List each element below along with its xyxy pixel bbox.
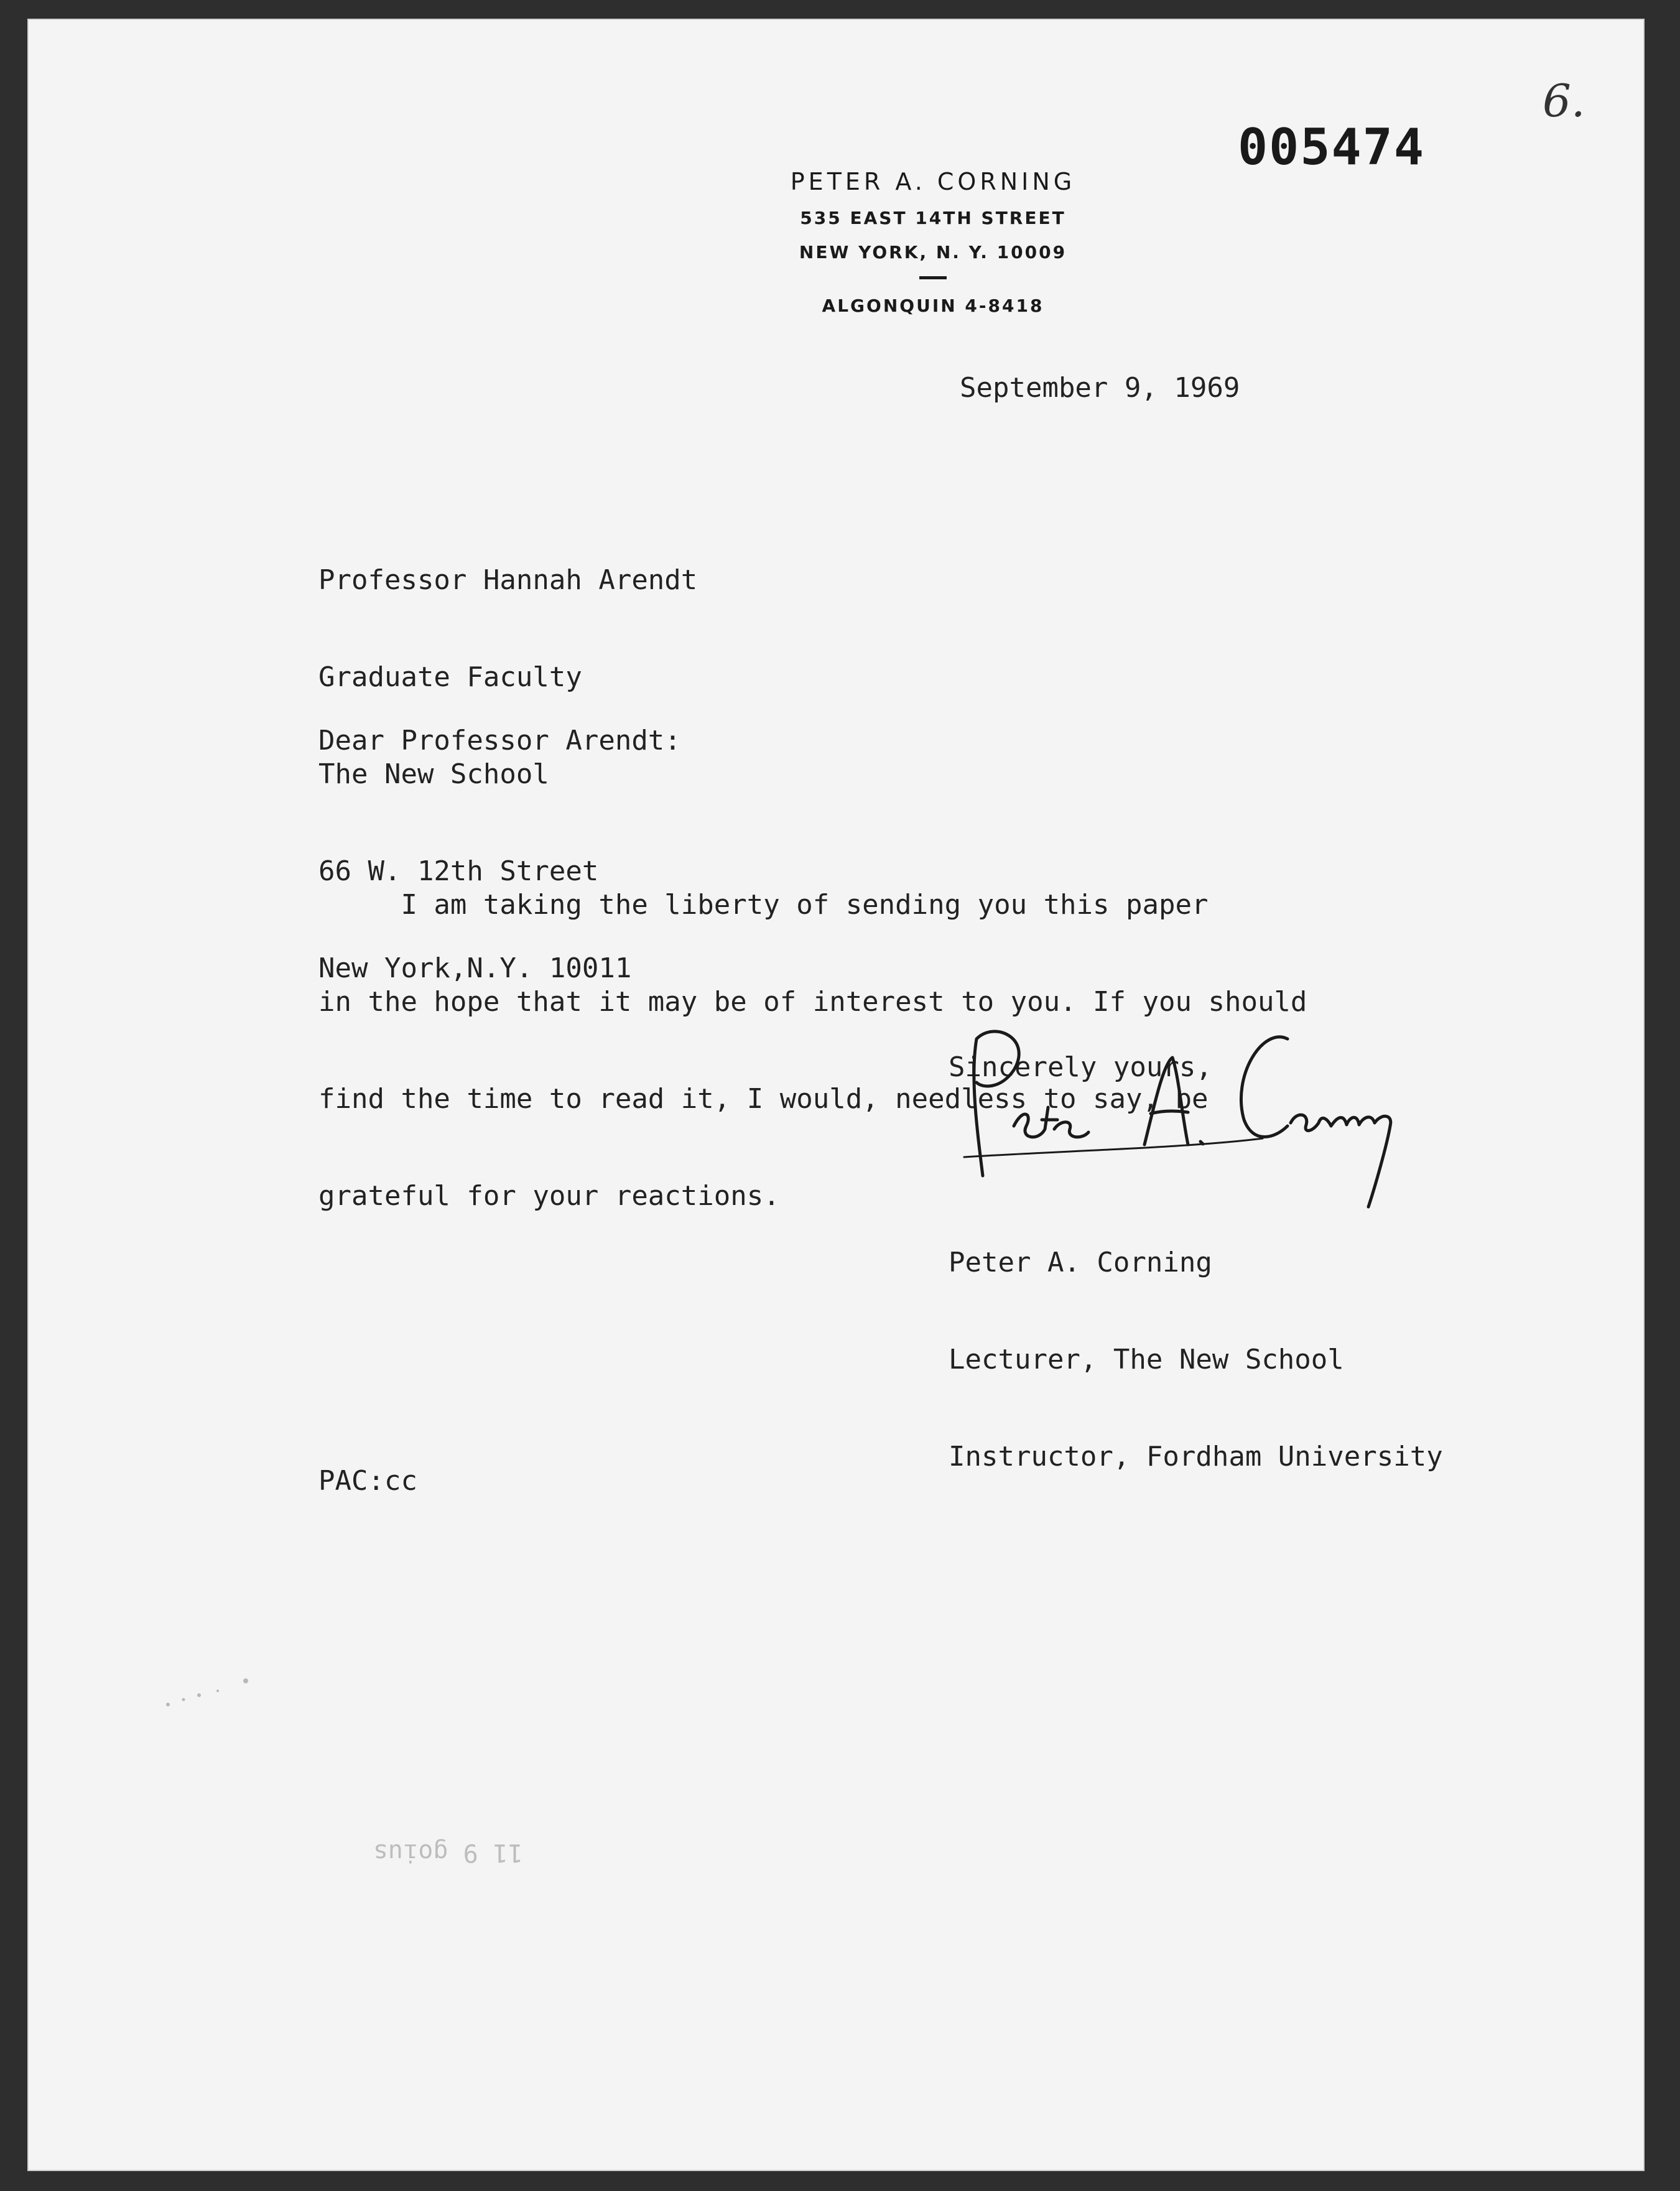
sender-name: Peter A. Corning bbox=[949, 1247, 1212, 1278]
address-line: New York,N.Y. 10011 bbox=[318, 952, 632, 984]
address-line: 66 W. 12th Street bbox=[318, 855, 599, 887]
document-number-stamp: 005474 bbox=[1238, 118, 1425, 176]
page-number-mark: 6. bbox=[1543, 75, 1585, 127]
letter-date: September 9, 1969 bbox=[960, 372, 1240, 404]
address-line: Graduate Faculty bbox=[318, 661, 582, 693]
closing: Sincerely yours, bbox=[949, 1051, 1212, 1083]
address-line: Professor Hannah Arendt bbox=[318, 564, 698, 596]
signature-block bbox=[949, 1182, 1443, 1538]
body-line: I am taking the liberty of sending you this paper bbox=[318, 889, 1209, 921]
sender-title: Lecturer, The New School bbox=[949, 1344, 1344, 1375]
paper-specks bbox=[155, 1667, 280, 1717]
letterhead-city: NEW YORK, N. Y. 10009 bbox=[799, 242, 1067, 263]
salutation: Dear Professor Arendt: bbox=[318, 725, 681, 756]
letterhead bbox=[560, 168, 1306, 330]
body-line: grateful for your reactions. bbox=[318, 1180, 780, 1212]
reference-initials: PAC:cc bbox=[318, 1465, 417, 1497]
letterhead-divider bbox=[919, 276, 947, 279]
address-line: The New School bbox=[318, 758, 549, 790]
letterhead-phone: ALGONQUIN 4-8418 bbox=[822, 295, 1044, 316]
bleed-through-text: 11 9 goius bbox=[373, 1838, 523, 1867]
body-line: find the time to read it, I would, needless to say, be bbox=[318, 1083, 1209, 1115]
letterhead-street: 535 EAST 14TH STREET bbox=[800, 208, 1066, 228]
sender-title: Instructor, Fordham University bbox=[949, 1441, 1443, 1472]
letterhead-name: PETER A. CORNING bbox=[790, 168, 1076, 195]
body-line: in the hope that it may be of interest to you. If you should bbox=[318, 986, 1307, 1018]
